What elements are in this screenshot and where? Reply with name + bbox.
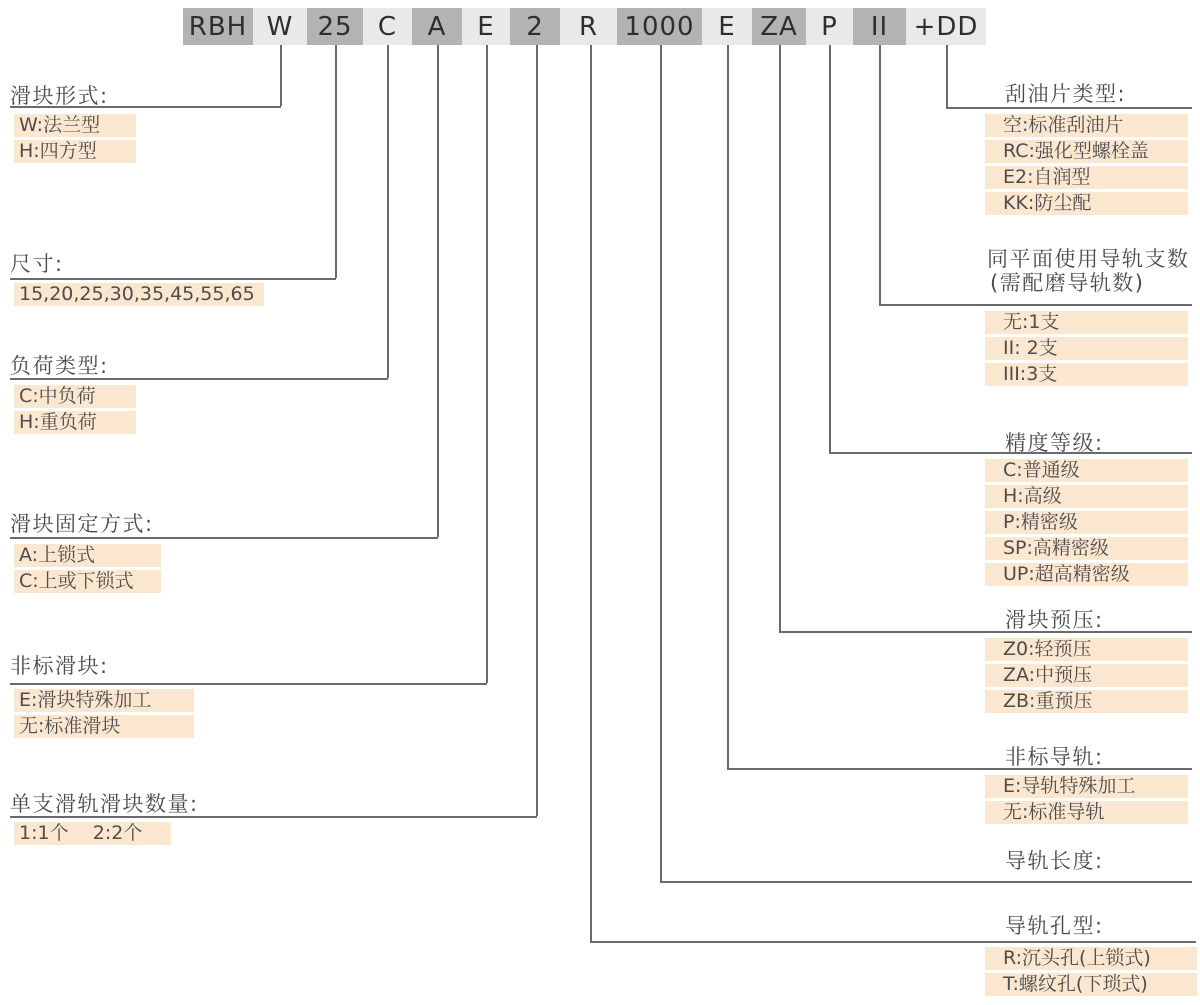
code-segment-rail-length: 1000 xyxy=(617,8,702,45)
options-block-count xyxy=(14,822,171,848)
options-size xyxy=(14,283,264,309)
options-preload xyxy=(985,638,1188,716)
option-row: E:导轨特殊加工 xyxy=(985,775,1188,798)
option-row: R:沉头孔(上锁式) xyxy=(985,947,1197,970)
section-title-rail-count: 同平面使用导轨支数 xyxy=(987,247,1190,271)
code-segment-precision: P xyxy=(806,8,853,45)
model-code-bar xyxy=(183,8,986,45)
option-row: UP:超高精密级 xyxy=(985,563,1188,586)
code-segment-block-count: 2 xyxy=(510,8,560,45)
section-title-nonstd-block: 非标滑块: xyxy=(10,654,109,678)
connector-vline-ii xyxy=(879,45,881,304)
options-precision xyxy=(985,459,1188,589)
section-title-load-type: 负荷类型: xyxy=(10,354,109,378)
option-row: P:精密级 xyxy=(985,511,1188,534)
option-row: 空:标准刮油片 xyxy=(985,114,1188,137)
code-segment-nonstd-block: E xyxy=(462,8,510,45)
connector-vline-25 xyxy=(335,45,337,278)
connector-vline-r xyxy=(590,45,592,941)
connector-hline-hole-type xyxy=(590,941,1196,943)
options-nonstd-block xyxy=(14,689,194,741)
connector-vline-za xyxy=(779,45,781,631)
section-title-wiper: 刮油片类型: xyxy=(1005,82,1127,106)
connector-vline-rail-e xyxy=(727,45,729,768)
connector-hline-rail-count xyxy=(879,304,1192,306)
connector-vline-1000 xyxy=(660,45,662,881)
option-row: III:3支 xyxy=(985,363,1188,386)
section-title-precision: 精度等级: xyxy=(1005,431,1104,455)
connector-vline-w xyxy=(280,45,282,106)
section-title-fixing: 滑块固定方式: xyxy=(10,512,154,536)
connector-hline-rail-length xyxy=(660,881,1192,883)
option-row: C:中负荷 xyxy=(14,385,136,408)
section-title-nonstd-rail: 非标导轨: xyxy=(1005,745,1104,769)
code-segment-preload: ZA xyxy=(752,8,806,45)
option-row: C:普通级 xyxy=(985,459,1188,482)
option-row: W:法兰型 xyxy=(14,114,136,137)
connector-vline-2 xyxy=(536,45,538,816)
section-title-rail-length: 导轨长度: xyxy=(1005,849,1104,873)
options-wiper xyxy=(985,114,1188,218)
section-title-block-type: 滑块形式: xyxy=(10,84,109,108)
connector-vline-c xyxy=(387,45,389,378)
connector-hline-nonstd-block xyxy=(10,683,487,685)
options-rail-count xyxy=(985,311,1188,389)
code-segment-nonstd-rail: E xyxy=(702,8,752,45)
option-row: ZA:中预压 xyxy=(985,664,1188,687)
option-row: T:螺纹孔(下琐式) xyxy=(985,973,1197,996)
connector-hline-nonstd-rail xyxy=(727,768,1192,770)
code-segment-series: RBH xyxy=(183,8,253,45)
section-title-rail-count-sub: (需配磨导轨数) xyxy=(990,271,1145,295)
option-row: H:重负荷 xyxy=(14,411,136,434)
connector-hline-preload xyxy=(779,631,1192,633)
options-fixing xyxy=(14,544,161,596)
connector-vline-dd xyxy=(946,45,948,107)
connector-vline-p xyxy=(829,45,831,452)
connector-vline-e xyxy=(486,45,488,683)
connector-hline-size xyxy=(10,278,336,280)
options-block-type xyxy=(14,114,136,166)
section-title-size: 尺寸: xyxy=(10,252,64,276)
option-row: 1:1个 2:2个 xyxy=(14,822,171,845)
option-row: H:高级 xyxy=(985,485,1188,508)
option-row: 无:1支 xyxy=(985,311,1188,334)
code-segment-fixing: A xyxy=(412,8,462,45)
section-title-hole-type: 导轨孔型: xyxy=(1005,914,1104,938)
option-row: Z0:轻预压 xyxy=(985,638,1188,661)
section-title-block-count: 单支滑轨滑块数量: xyxy=(10,792,199,816)
option-row: C:上或下锁式 xyxy=(14,570,161,593)
code-segment-size: 25 xyxy=(307,8,363,45)
code-segment-rail-count: II xyxy=(853,8,906,45)
section-title-preload: 滑块预压: xyxy=(1005,608,1104,632)
connector-vline-a xyxy=(437,45,439,537)
option-row: A:上锁式 xyxy=(14,544,161,567)
option-row: SP:高精密级 xyxy=(985,537,1188,560)
option-row: E2:自润型 xyxy=(985,166,1188,189)
option-row: 无:标准导轨 xyxy=(985,801,1188,824)
code-segment-load-type: C xyxy=(363,8,412,45)
options-nonstd-rail xyxy=(985,775,1188,827)
option-row: RC:强化型螺栓盖 xyxy=(985,140,1188,163)
code-segment-hole-type: R xyxy=(560,8,617,45)
code-segment-block-type: W xyxy=(253,8,307,45)
options-load-type xyxy=(14,385,136,437)
option-row: H:四方型 xyxy=(14,140,136,163)
code-segment-wiper: +DD xyxy=(906,8,986,45)
option-row: KK:防尘配 xyxy=(985,192,1188,215)
option-row: 无:标准滑块 xyxy=(14,715,194,738)
option-row: E:滑块特殊加工 xyxy=(14,689,194,712)
option-row: II: 2支 xyxy=(985,337,1188,360)
option-row: 15,20,25,30,35,45,55,65 xyxy=(14,283,264,306)
options-hole-type xyxy=(985,947,1197,999)
option-row: ZB:重预压 xyxy=(985,690,1188,713)
